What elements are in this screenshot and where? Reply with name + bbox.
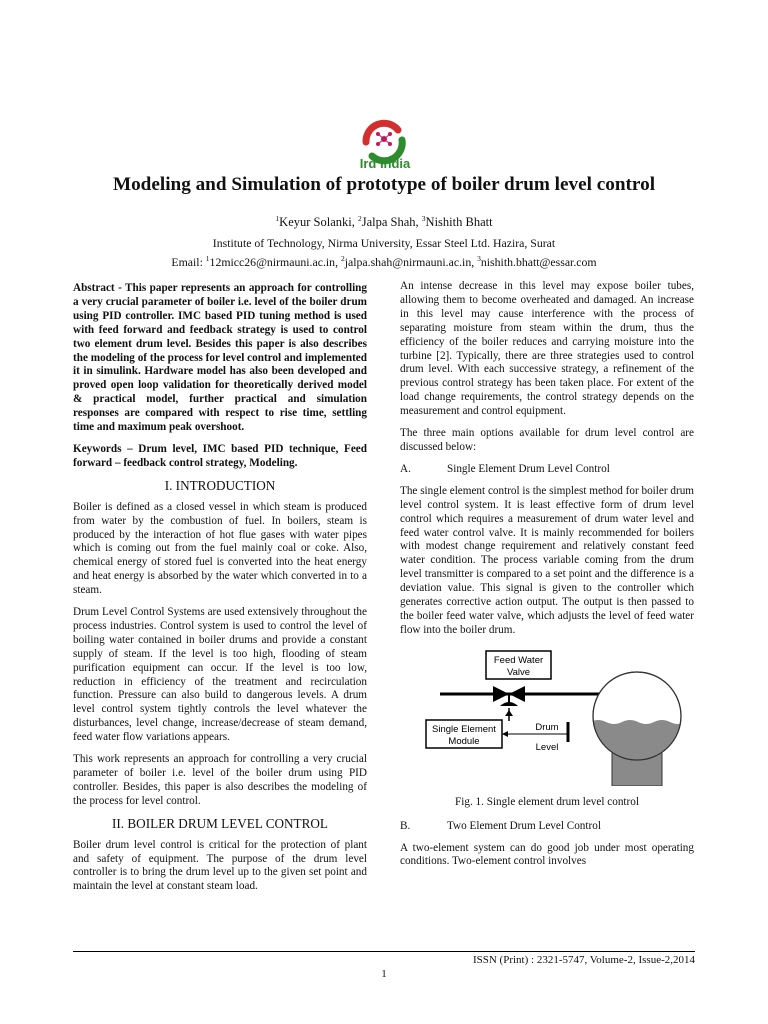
affiliation: Institute of Technology, Nirma University, Essar Steel Ltd. Hazira, Surat <box>212 236 556 250</box>
right-paragraph-3: The single element control is the simplest method for boiler drum level control system. It is least effective form of drum level control which requires a measurement of drum water level and feed water control valve. It is mainly recommended for boilers with modest change requirement and relatively constant feed water condition. The process variable coming from the drum level transmitter is compared to a set point and the difference is a deviation value. This signal is given to the controller which generates corrective action output. The output is then passed to the boiler feed water valve, which adjusts the level of feed water flow into the boiler drum. <box>400 484 694 636</box>
valve-label-line-1: Feed Water <box>493 654 544 666</box>
intro-paragraph-1: Boiler is defined as a closed vessel in which steam is produced from water by the combustion of fuel. In boilers, steam is produced by the interaction of hot flue gases with water pipes which is coming out from the fuel mainly coal or coke. Also, chemical energy of stored fuel is converted into the heat energy and heat energy is absorbed by the water which converted in to a steam. <box>73 500 367 597</box>
subsection-b-heading <box>400 820 694 834</box>
footer-rule <box>73 951 695 952</box>
drum-level-paragraph-1: Boiler drum level control is critical for the protection of plant and safety of equipment. The purpose of the drum level controller is to bring the drum level up to the given set point and maintain the level at constant steam load. <box>73 838 367 893</box>
left-column <box>73 282 367 902</box>
author-3-num: 3 <box>421 214 426 223</box>
affiliation-block <box>40 236 728 270</box>
issn-footer: ISSN (Print) : 2321-5747, Volume-2, Issue-2,2014 <box>472 954 695 966</box>
email-label: Email: <box>171 254 206 269</box>
email-1-num: 1 <box>205 254 210 263</box>
subsection-a-label: A. <box>400 462 411 475</box>
right-column <box>400 280 694 877</box>
email-3-num: 3 <box>477 254 481 263</box>
intro-paragraph-2: Drum Level Control Systems are used extensively throughout the process industries. Control system is used to control the level of boiling water contained in boiler drums and provide a constant supply of steam. If the level is too high, flooding of steam purification equipment can occur. If the level is too low, reduction in efficiency of the treatment and recirculation function. Pressure can also build to dangerous levels. A drum level control system tightly controls the level whatever the disturbances, level change, increase/decrease of steam demand, feed water flow variations appears. <box>73 606 367 744</box>
drum-label: Drum <box>535 721 559 733</box>
keywords: Keywords – Drum level, IMC based PID technique, Feed forward – feedback control strategy, Modeling. <box>73 442 367 469</box>
logo-text: Ird India <box>359 156 411 171</box>
module-label-line-2: Module <box>448 735 480 747</box>
subsection-a-title: Single Element Drum Level Control <box>447 462 610 475</box>
intro-paragraph-3: This work represents an approach for controlling a very crucial parameter of boiler i.e. level of the boiler drum using PID controller. Besides, this paper is also describes the modeling of the process for level control. <box>73 753 367 807</box>
email-line <box>40 251 728 270</box>
valve-label-line-2: Valve <box>506 666 531 678</box>
page-number: 1 <box>381 968 387 980</box>
subsection-b-title: Two Element Drum Level Control <box>447 819 601 832</box>
author-1-name: Keyur Solanki, <box>279 215 358 230</box>
abstract: Abstract - This paper represents an approach for controlling a very crucial parameter of boiler i.e. level of the boiler drum using PID controller. IMC based PID tuning method is used with feed forward and feedback strategy is used to control two element drum level. Besides this paper is also describes the modeling of the process for level control and implemented it in simulink. Hardware model has also been developed and proved open loop validation for theoretically derived model & practical model, further practical and simulation responses are compared with respect to rise time, settling time and maximum peak overshoot. <box>73 282 367 434</box>
section-heading-drum-level: II. BOILER DRUM LEVEL CONTROL <box>112 815 328 831</box>
paper-title: Modeling and Simulation of prototype of boiler drum level control <box>112 174 656 195</box>
email-1: 12micc26@nirmauni.ac.in, <box>209 254 341 269</box>
subsection-b-label: B. <box>400 819 411 832</box>
author-list <box>40 214 728 230</box>
figure-1-diagram <box>400 646 694 786</box>
right-paragraph-4: A two-element system can do good job under most operating conditions. Two-element control involves <box>400 841 694 868</box>
figure-1 <box>400 646 694 786</box>
author-3-name: Nishith Bhatt <box>425 215 493 230</box>
author-2-name: Jalpa Shah, <box>361 215 422 230</box>
email-2: jalpa.shah@nirmauni.ac.in, <box>344 254 478 269</box>
right-paragraph-1: An intense decrease in this level may expose boiler tubes, allowing them to become overheated and damaged. An increase in this level may cause interference with the process of separating moisture from steam within the drum, thus the efficiency of the boiler reduces and carrying moisture into the turbine [2]. Typically, there are three strategies used to control drum level. With each successive strategy, a refinement of the previous control strategy has been taken place. For extent of the load change requirements, the control strategy depends on the measurement and control equipment. <box>400 280 694 418</box>
figure-1-caption: Fig. 1. Single element drum level control <box>455 795 639 808</box>
email-2-num: 2 <box>340 254 345 263</box>
section-heading-introduction: I. INTRODUCTION <box>164 477 276 493</box>
right-paragraph-2: The three main options available for drum level control are discussed below: <box>400 427 694 453</box>
author-1-num: 1 <box>275 214 280 223</box>
subsection-a-heading <box>400 463 694 477</box>
level-label: Level <box>535 741 559 753</box>
email-3: nishith.bhatt@essar.com <box>480 254 597 269</box>
module-label-line-1: Single Element <box>432 723 496 735</box>
author-2-num: 2 <box>357 214 362 223</box>
feed-water-valve-icon <box>493 686 509 702</box>
